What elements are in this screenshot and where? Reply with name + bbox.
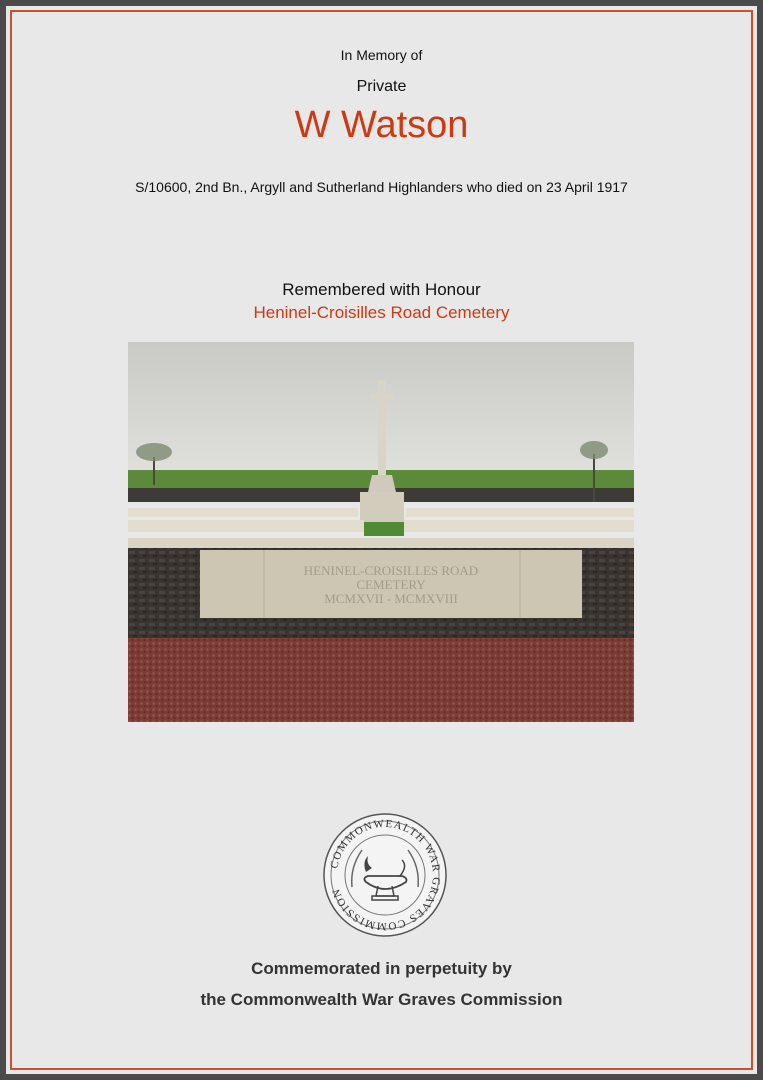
service-details: S/10600, 2nd Bn., Argyll and Sutherland Highlanders who died on 23 April 1917 xyxy=(135,179,628,195)
cemetery-name: Heninel-Croisilles Road Cemetery xyxy=(253,303,510,322)
footer-line-2: the Commonwealth War Graves Commission xyxy=(200,990,563,1009)
intro-text: In Memory of xyxy=(340,47,423,63)
stone-inscription-2: CEMETERY xyxy=(356,577,426,592)
certificate-page xyxy=(6,6,757,1074)
cemetery-photo xyxy=(128,342,634,722)
emblem-ring-text: COMMONWEALTH WAR GRAVES COMMISSION xyxy=(328,817,443,933)
soldier-name: W Watson xyxy=(294,104,469,146)
stone-inscription-1: HENINEL-CROISILLES ROAD xyxy=(303,563,479,578)
rank-text: Private xyxy=(356,78,407,95)
footer-line-1: Commemorated in perpetuity by xyxy=(251,959,512,978)
stone-inscription-3: MCMXVII - MCMXVIII xyxy=(324,591,458,606)
cwgc-emblem xyxy=(322,812,448,938)
remembered-heading: Remembered with Honour xyxy=(282,280,481,299)
